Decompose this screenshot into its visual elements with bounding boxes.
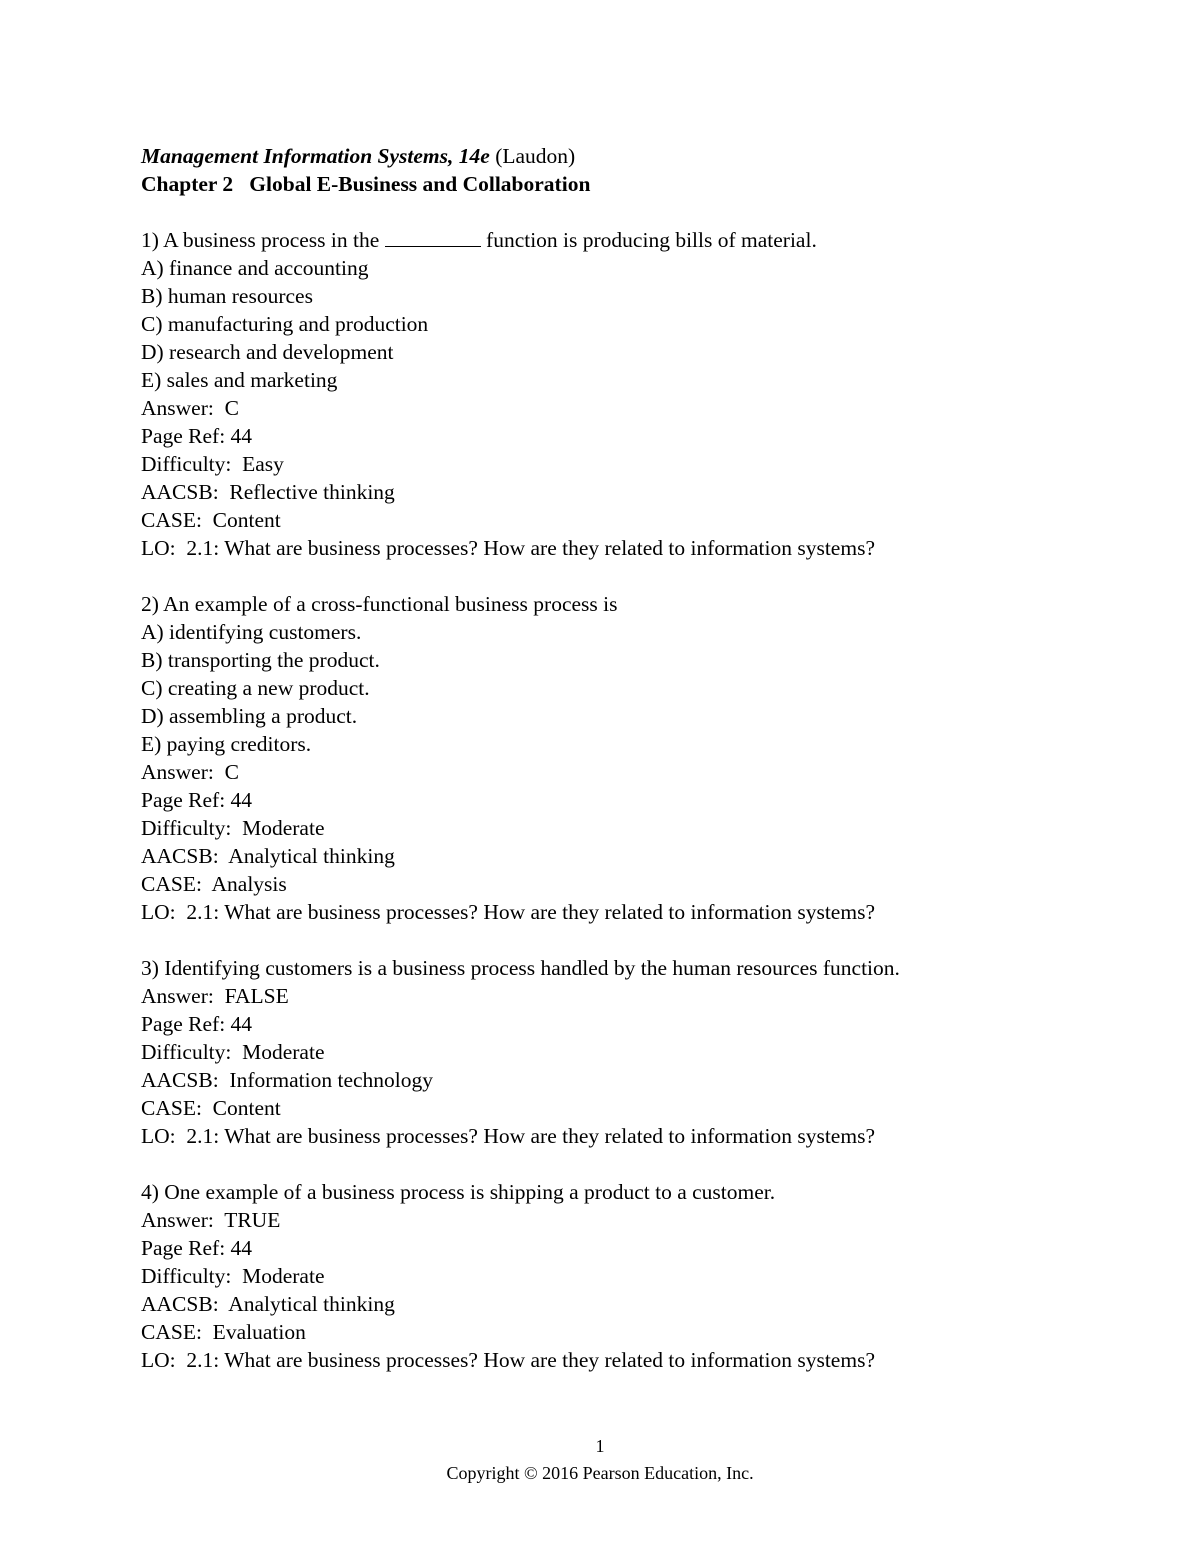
page-ref: Page Ref: 44 xyxy=(141,1236,253,1260)
aacsb: AACSB: Information technology xyxy=(141,1068,434,1092)
case: CASE: Content xyxy=(141,1096,281,1120)
learning-objective: LO: 2.1: What are business processes? How are they related to information systems? xyxy=(141,1348,875,1372)
question-4 xyxy=(141,1178,1101,1374)
spacer xyxy=(141,1150,1101,1178)
question-2 xyxy=(141,590,1101,926)
question-stem: 4) One example of a business process is shipping a product to a customer. xyxy=(141,1180,776,1204)
option-c: C) creating a new product. xyxy=(141,676,370,700)
case: CASE: Evaluation xyxy=(141,1320,306,1344)
book-author: (Laudon) xyxy=(495,144,576,168)
answer: Answer: C xyxy=(141,396,239,420)
spacer xyxy=(141,198,1101,226)
option-a: A) finance and accounting xyxy=(141,256,369,280)
learning-objective: LO: 2.1: What are business processes? How are they related to information systems? xyxy=(141,1124,875,1148)
aacsb: AACSB: Analytical thinking xyxy=(141,844,395,868)
option-b: B) transporting the product. xyxy=(141,648,380,672)
question-stem xyxy=(141,226,1101,254)
difficulty: Difficulty: Moderate xyxy=(141,816,325,840)
page-ref: Page Ref: 44 xyxy=(141,424,253,448)
difficulty: Difficulty: Moderate xyxy=(141,1040,325,1064)
question-1 xyxy=(141,226,1101,562)
spacer xyxy=(141,926,1101,954)
difficulty: Difficulty: Moderate xyxy=(141,1264,325,1288)
option-d: D) assembling a product. xyxy=(141,704,358,728)
answer: Answer: C xyxy=(141,760,239,784)
page-ref: Page Ref: 44 xyxy=(141,1012,253,1036)
aacsb: AACSB: Reflective thinking xyxy=(141,480,395,504)
option-a: A) identifying customers. xyxy=(141,620,362,644)
learning-objective: LO: 2.1: What are business processes? How are they related to information systems? xyxy=(141,536,875,560)
chapter-title: Chapter 2 Global E-Business and Collaboration xyxy=(141,172,591,196)
page-number: 1 xyxy=(595,1436,605,1456)
question-stem: 3) Identifying customers is a business process handled by the human resources function. xyxy=(141,956,900,980)
option-e: E) paying creditors. xyxy=(141,732,312,756)
difficulty: Difficulty: Easy xyxy=(141,452,284,476)
stem-after: function is producing bills of material. xyxy=(480,228,817,252)
fill-in-blank xyxy=(385,226,481,247)
answer: Answer: FALSE xyxy=(141,984,289,1008)
question-stem: 2) An example of a cross-functional business process is xyxy=(141,592,618,616)
option-b: B) human resources xyxy=(141,284,313,308)
option-e: E) sales and marketing xyxy=(141,368,338,392)
book-title xyxy=(141,142,1101,170)
case: CASE: Analysis xyxy=(141,872,287,896)
aacsb: AACSB: Analytical thinking xyxy=(141,1292,395,1316)
book-title-italic: Management Information Systems, 14e xyxy=(141,144,490,168)
stem-before: 1) A business process in the xyxy=(141,228,385,252)
option-c: C) manufacturing and production xyxy=(141,312,429,336)
learning-objective: LO: 2.1: What are business processes? How are they related to information systems? xyxy=(141,900,875,924)
option-d: D) research and development xyxy=(141,340,394,364)
case: CASE: Content xyxy=(141,508,281,532)
spacer xyxy=(141,562,1101,590)
question-3 xyxy=(141,954,1101,1150)
page-ref: Page Ref: 44 xyxy=(141,788,253,812)
answer: Answer: TRUE xyxy=(141,1208,281,1232)
copyright-notice: Copyright © 2016 Pearson Education, Inc. xyxy=(446,1463,754,1483)
page-content xyxy=(141,142,1101,1374)
